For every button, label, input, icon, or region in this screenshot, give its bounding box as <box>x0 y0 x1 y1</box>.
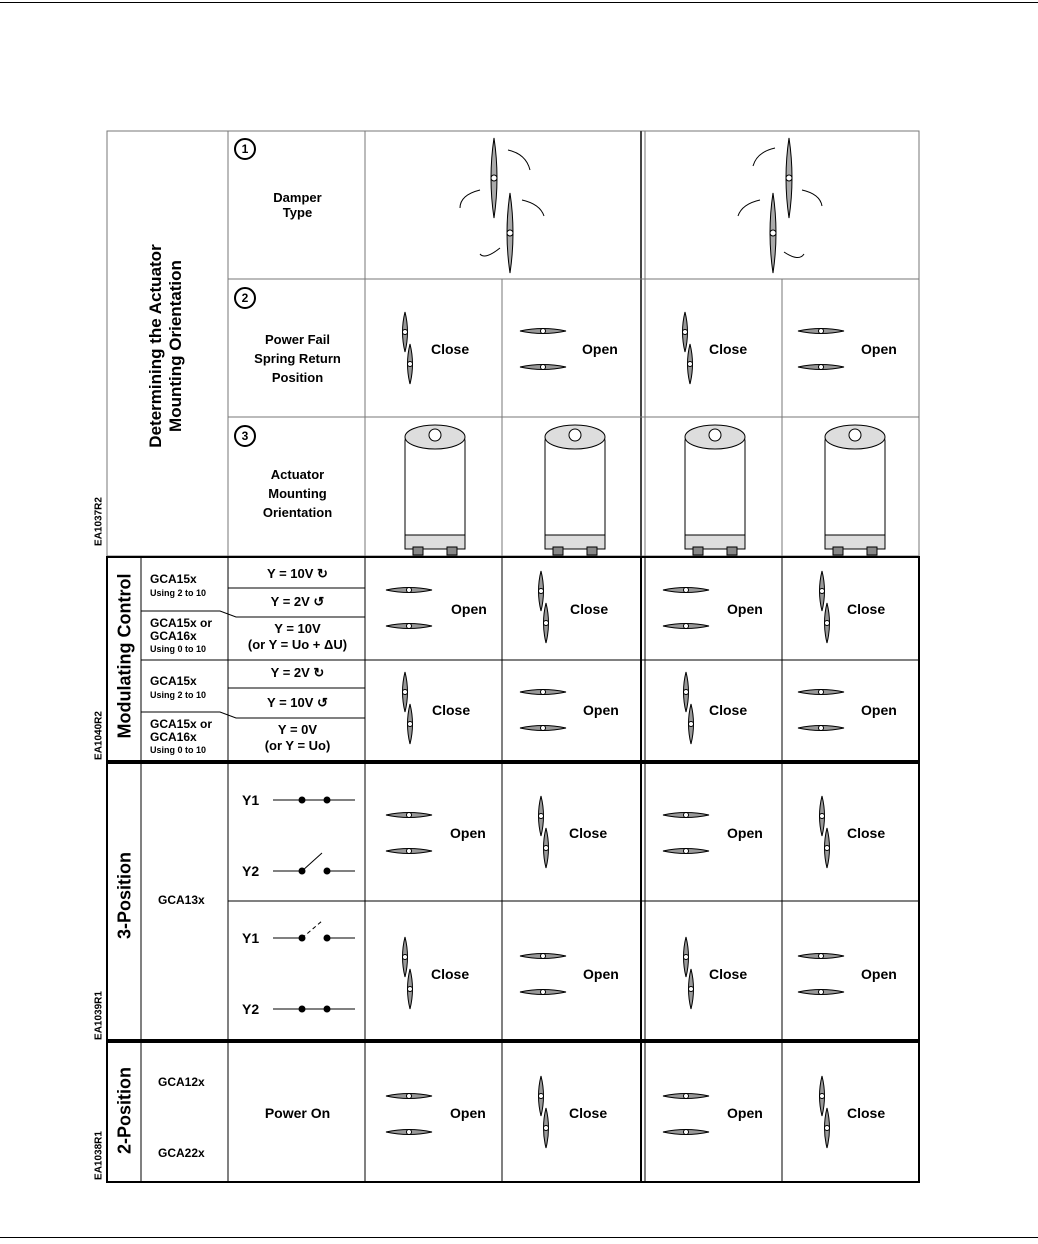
mod-r1-sig3-line2: (or Y = Uo + ΔU) <box>247 637 348 652</box>
step-1-line2: Type <box>282 205 313 220</box>
mod-r1-open-2: Open <box>727 601 763 617</box>
two-open-2: Open <box>727 1105 763 1121</box>
mod-r2-sig3 <box>230 722 365 754</box>
two-close-2: Close <box>847 1105 886 1121</box>
two-close-1: Close <box>569 1105 608 1121</box>
three-r2-open-2: Open <box>861 966 897 982</box>
mod-r1-close-1: Close <box>570 601 609 617</box>
three-r1-close-1: Close <box>569 825 608 841</box>
step-2-line2: Spring Return <box>254 351 341 366</box>
mod-model-b-2 <box>150 718 212 757</box>
mod-model-b-1-sub: Using 0 to 10 <box>150 644 207 654</box>
step2-close-2: Close <box>709 341 748 357</box>
step-3-line2: Mounting <box>268 486 327 501</box>
three-r1-open-1: Open <box>450 825 486 841</box>
mod-r2-sig3-line1: Y = 0V <box>277 722 318 737</box>
step-3-number: 3 <box>234 425 256 447</box>
step-2-number: 2 <box>234 287 256 309</box>
mod-model-a-2: GCA15x <box>150 674 197 688</box>
top-title <box>146 216 186 476</box>
top-title-line1: Determining the Actuator <box>146 244 165 448</box>
damper-type-right-image <box>738 138 822 273</box>
mod-r1-sig3 <box>230 621 365 653</box>
mod-r2-close-2: Close <box>709 702 748 718</box>
two-pos-signal: Power On <box>264 1105 331 1121</box>
step2-open-2: Open <box>861 341 897 357</box>
section-three-pos: 3-Position <box>114 852 135 940</box>
two-pos-model-1: GCA12x <box>158 1075 205 1089</box>
step-2-line1: Power Fail <box>264 332 331 347</box>
mod-model-b-2-sub: Using 0 to 10 <box>150 745 207 755</box>
two-pos-model-2: GCA22x <box>158 1146 205 1160</box>
mod-r2-sig1: Y = 2V ↻ <box>270 665 325 680</box>
step-1-line1: Damper <box>273 190 322 205</box>
section-modulating: Modulating Control <box>114 573 135 739</box>
three-pos-y1-a: Y1 <box>242 792 260 808</box>
mod-r2-open-1: Open <box>583 702 619 718</box>
top-title-line2: Mounting Orientation <box>166 260 185 432</box>
three-r1-close-2: Close <box>847 825 886 841</box>
step-2-label <box>235 330 360 387</box>
mod-model-b-1-line2: GCA16x <box>150 629 197 643</box>
mod-r2-open-2: Open <box>861 702 897 718</box>
mod-r2-close-1: Close <box>432 702 471 718</box>
mod-r2-sig2: Y = 10V ↺ <box>267 695 328 710</box>
mod-model-a-1: GCA15x <box>150 572 197 586</box>
code-modulating: EA1040R2 <box>93 711 105 760</box>
mod-model-b-1-line1: GCA15x or <box>150 616 213 630</box>
three-r1-open-2: Open <box>727 825 763 841</box>
step-3-line3: Orientation <box>262 505 333 520</box>
mod-model-a-sub-2: Using 2 to 10 <box>150 690 207 700</box>
mod-model-a-sub-1: Using 2 to 10 <box>150 588 207 598</box>
switch-diagrams <box>273 797 355 1012</box>
mod-model-b-2-line1: GCA15x or <box>150 717 213 731</box>
mod-r1-open-1: Open <box>451 601 487 617</box>
code-top: EA1037R2 <box>93 497 105 546</box>
section-two-pos: 2-Position <box>114 1067 135 1155</box>
mod-model-b-1 <box>150 617 212 656</box>
step2-open-1: Open <box>582 341 618 357</box>
three-pos-y1-b: Y1 <box>242 930 260 946</box>
two-open-1: Open <box>450 1105 486 1121</box>
code-three-pos: EA1039R1 <box>93 991 105 1040</box>
three-pos-y2-b: Y2 <box>242 1001 260 1017</box>
mod-r1-sig2: Y = 2V ↺ <box>270 594 325 609</box>
mod-model-b-2-line2: GCA16x <box>150 730 197 744</box>
three-pos-y2-a: Y2 <box>242 863 260 879</box>
three-r2-close-2: Close <box>709 966 748 982</box>
code-two-pos: EA1038R1 <box>93 1131 105 1180</box>
step-3-line1: Actuator <box>270 467 325 482</box>
three-pos-model: GCA13x <box>158 893 205 907</box>
step2-close-1: Close <box>431 341 470 357</box>
mod-r1-close-2: Close <box>847 601 886 617</box>
three-r2-open-1: Open <box>583 966 619 982</box>
step-1-number: 1 <box>234 138 256 160</box>
damper-type-left-image <box>460 138 544 273</box>
step-3-label <box>235 465 360 522</box>
mod-r1-sig3-line1: Y = 10V <box>274 621 321 636</box>
step-2-line3: Position <box>271 370 324 385</box>
mod-r1-sig1: Y = 10V ↻ <box>267 566 328 581</box>
three-r2-close-1: Close <box>431 966 470 982</box>
step-1-label <box>235 190 360 220</box>
mod-r2-sig3-line2: (or Y = Uo) <box>264 738 331 753</box>
